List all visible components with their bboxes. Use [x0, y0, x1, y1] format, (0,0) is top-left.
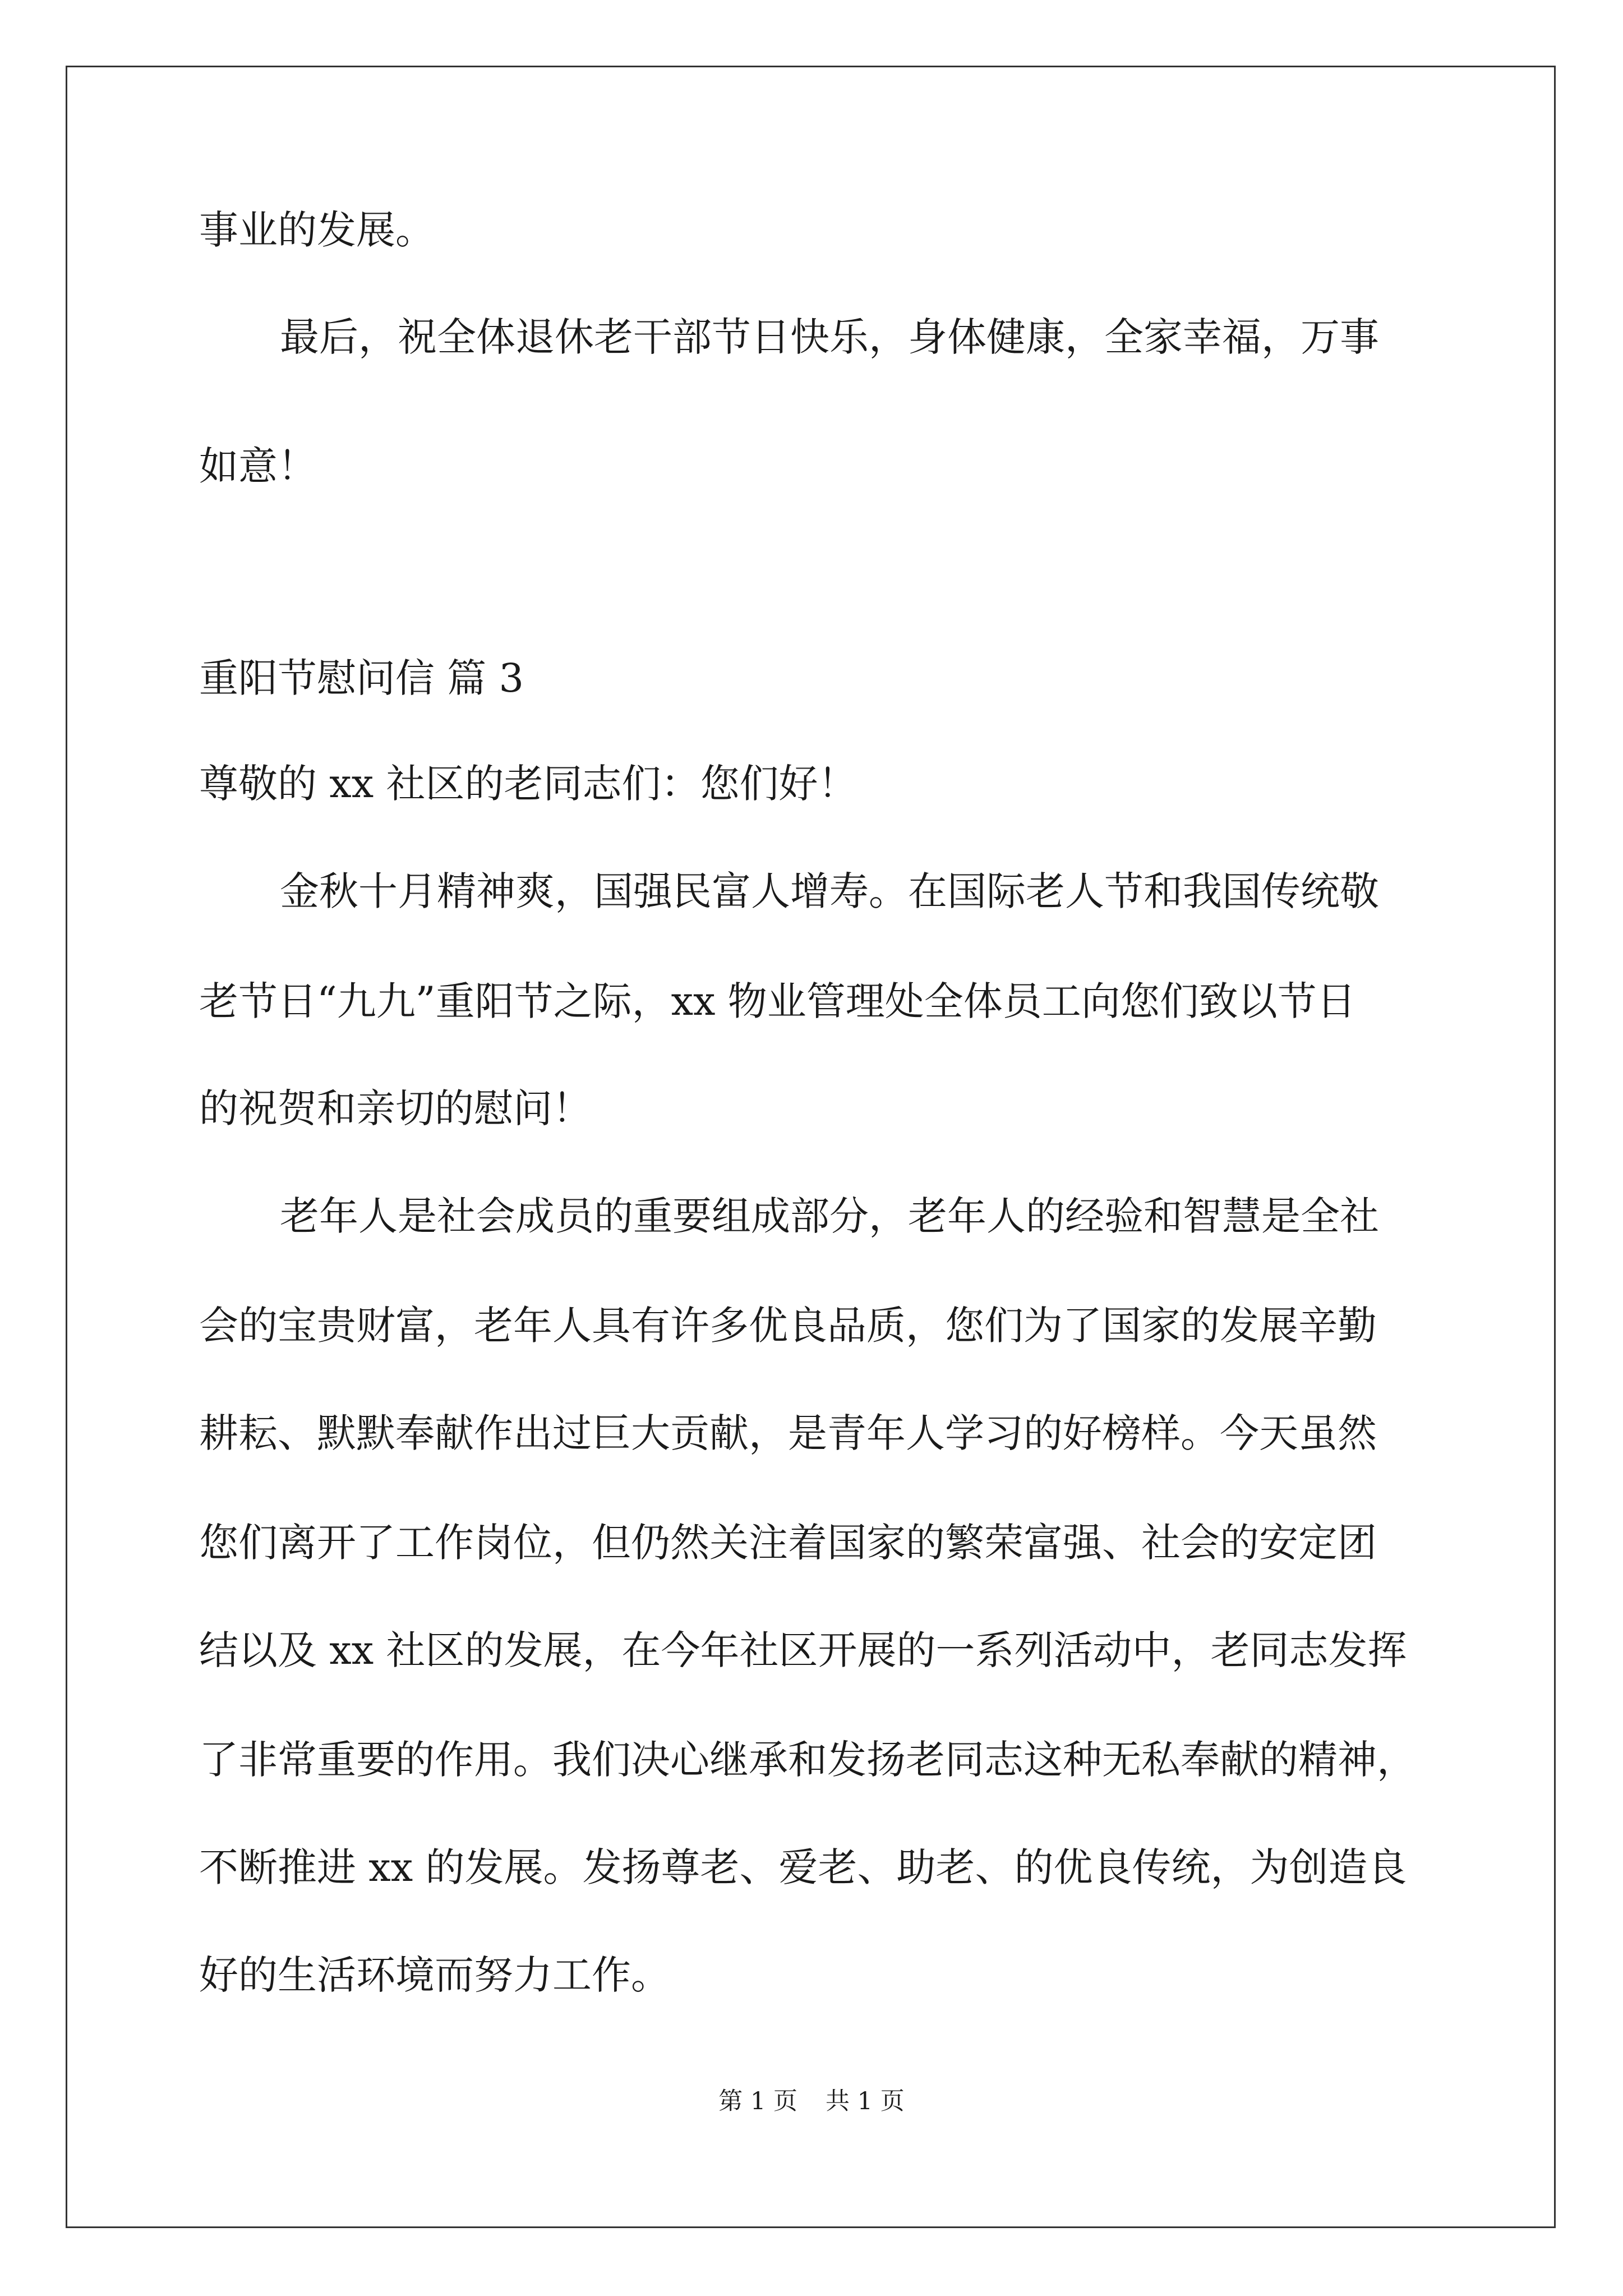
- page-border: [66, 66, 1556, 2228]
- paragraph-line: 金秋十月精神爽，国强民富人增寿。在国际老人节和我国传统敬: [280, 868, 1379, 914]
- paragraph-line: 会的宝贵财富，老年人具有许多优良品质，您们为了国家的发展辛勤: [199, 1303, 1377, 1349]
- paragraph-line: 结以及 xx 社区的发展，在今年社区开展的一系列活动中，老同志发挥: [199, 1627, 1407, 1673]
- paragraph-line: 事业的发展。: [199, 207, 435, 253]
- page-number: 第 1 页: [718, 2087, 797, 2115]
- paragraph-line: 好的生活环境而努力工作。: [199, 1952, 670, 1998]
- paragraph-line: 的祝贺和亲切的慰问！: [199, 1085, 592, 1131]
- paragraph-line: 耕耘、默默奉献作出过巨大贡献，是青年人学习的好榜样。今天虽然: [199, 1410, 1377, 1456]
- page-total: 共 1 页: [826, 2087, 905, 2115]
- paragraph-line: 您们离开了工作岗位，但仍然关注着国家的繁荣富强、社会的安定团: [199, 1520, 1377, 1566]
- salutation: 尊敬的 xx 社区的老同志们：您们好！: [199, 761, 857, 807]
- paragraph-line: 不断推进 xx 的发展。发扬尊老、爱老、助老、的优良传统，为创造良: [199, 1844, 1407, 1890]
- paragraph-line: 如意！: [199, 443, 317, 489]
- paragraph-line: 了非常重要的作用。我们决心继承和发扬老同志这种无私奉献的精神，: [199, 1737, 1416, 1783]
- paragraph-line: 老节日“九九”重阳节之际，xx 物业管理处全体员工向您们致以节日: [199, 978, 1356, 1024]
- section-heading: 重阳节慰问信 篇 3: [199, 655, 524, 701]
- paragraph-line: 老年人是社会成员的重要组成部分，老年人的经验和智慧是全社: [280, 1193, 1379, 1239]
- paragraph-line: 最后，祝全体退休老干部节日快乐，身体健康，全家幸福，万事: [280, 314, 1379, 360]
- page-footer: [0, 2085, 1623, 2118]
